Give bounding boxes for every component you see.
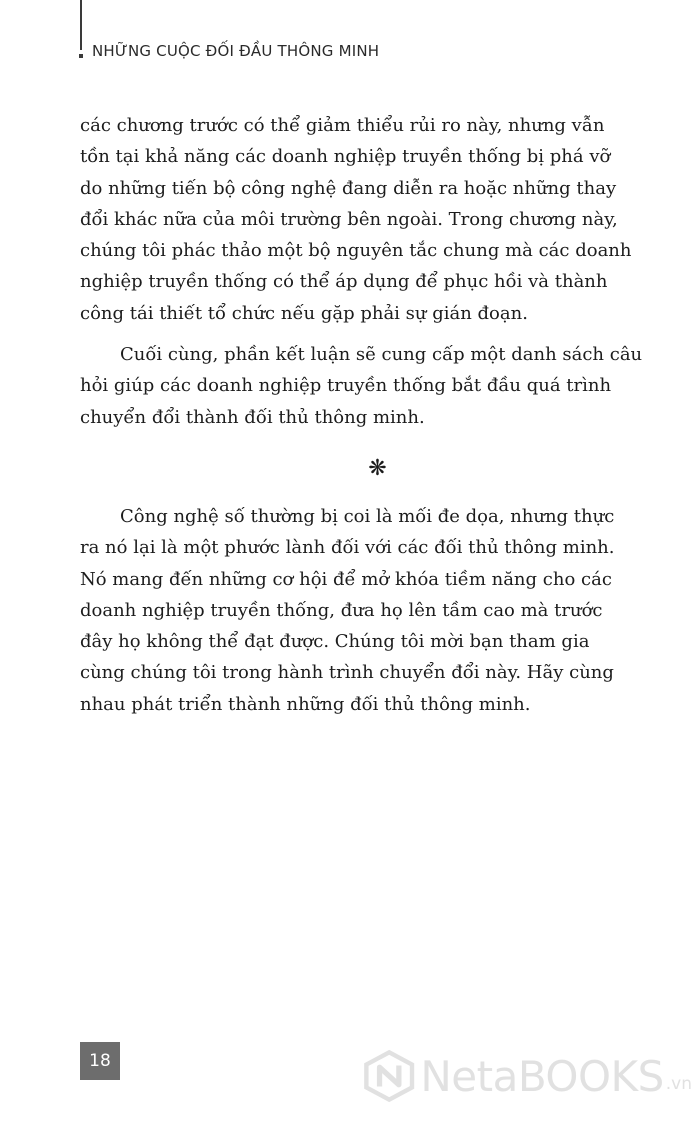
page-body xyxy=(80,110,695,720)
watermark xyxy=(362,1046,692,1106)
header-marker xyxy=(79,54,83,58)
text-line: đây họ không thể đạt được. Chúng tôi mời bạn tham gia xyxy=(80,631,590,653)
text-line: nghiệp truyền thống có thể áp dụng để phục hồi và thành xyxy=(80,271,608,293)
text-line: Cuối cùng, phần kết luận sẽ cung cấp một danh sách câu xyxy=(120,344,643,366)
watermark-text: NetaBOOKS xyxy=(420,1051,664,1101)
text-line: Nó mang đến những cơ hội để mở khóa tiềm năng cho các xyxy=(80,568,612,590)
text-line: chúng tôi phác thảo một bộ nguyên tắc chung mà các doanh xyxy=(80,240,632,262)
text-line: chuyển đổi thành đối thủ thông minh. xyxy=(80,406,425,428)
header-rule xyxy=(80,0,82,50)
section-divider-ornament: ❋ xyxy=(368,455,387,481)
text-line: do những tiến bộ công nghệ đang diễn ra hoặc những thay xyxy=(80,177,617,199)
text-line: công tái thiết tổ chức nếu gặp phải sự gián đoạn. xyxy=(80,302,528,324)
text-line: các chương trước có thể giảm thiểu rủi ro này, nhưng vẫn xyxy=(80,115,605,136)
text-line: Công nghệ số thường bị coi là mối đe dọa, nhưng thực xyxy=(120,505,615,527)
text-line: cùng chúng tôi trong hành trình chuyển đổi này. Hãy cùng xyxy=(80,662,614,684)
running-title: NHỮNG CUỘC ĐỐI ĐẦU THÔNG MINH xyxy=(92,42,380,60)
page-number: 18 xyxy=(80,1042,120,1080)
netabooks-logo-icon xyxy=(362,1046,416,1106)
text-line: ra nó lại là một phước lành đối với các đối thủ thông minh. xyxy=(80,537,615,559)
paragraph-2 xyxy=(80,339,695,433)
paragraph-3 xyxy=(80,501,695,720)
text-line: đổi khác nữa của môi trường bên ngoài. Trong chương này, xyxy=(80,208,618,230)
text-line: doanh nghiệp truyền thống, đưa họ lên tầm cao mà trước xyxy=(80,599,603,621)
text-line: nhau phát triển thành những đối thủ thông minh. xyxy=(80,693,531,715)
text-line: tồn tại khả năng các doanh nghiệp truyền thống bị phá vỡ xyxy=(80,146,611,168)
text-line: hỏi giúp các doanh nghiệp truyền thống bắt đầu quá trình xyxy=(80,375,612,397)
paragraph-1 xyxy=(80,110,695,329)
watermark-suffix: .vn xyxy=(665,1074,692,1094)
